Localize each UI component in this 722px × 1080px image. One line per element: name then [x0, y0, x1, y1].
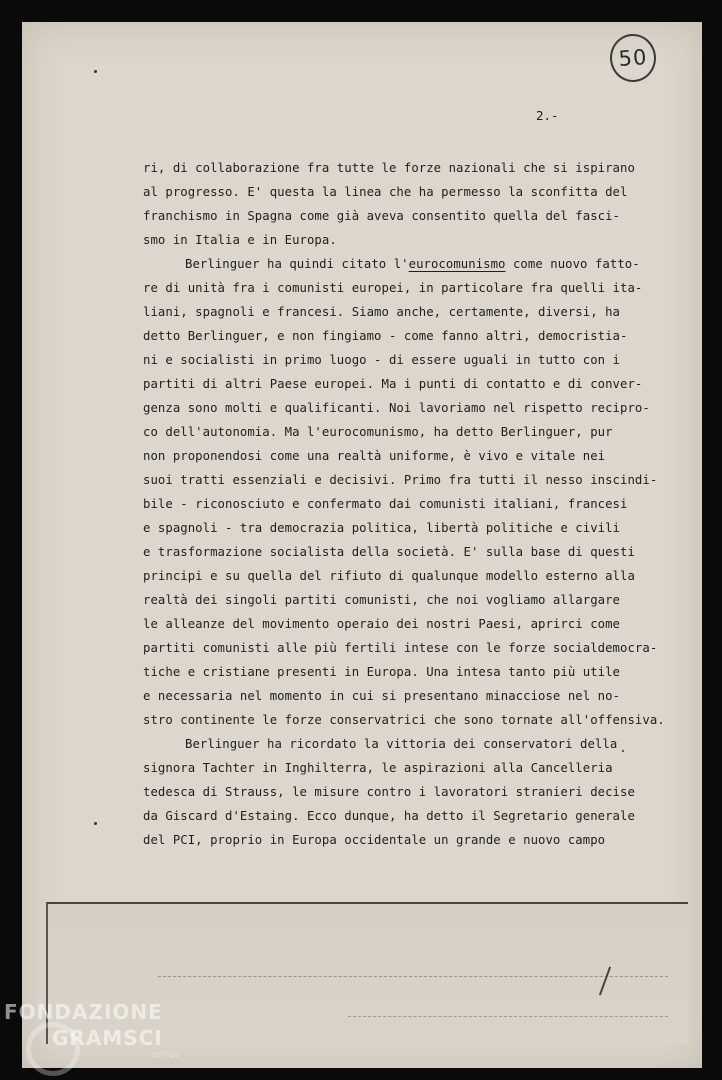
text-line: genza sono molti e qualificanti. Noi lavoriamo nel rispetto recipro- [143, 401, 650, 415]
text-line: stro continente le forze conservatrici che sono tornate all'offensiva. [143, 713, 665, 727]
watermark-line1: FONDAZIONE [4, 1000, 163, 1024]
text-line: tedesca di Strauss, le misure contro i lavoratori stranieri decise [143, 785, 635, 799]
text-line: bile - riconosciuto e confermato dai comunisti italiani, francesi [143, 497, 628, 511]
text-line: franchismo in Spagna come già aveva consentito quella del fasci- [143, 209, 621, 223]
paper-speck [94, 70, 97, 73]
text-line: Berlinguer ha ricordato la vittoria dei conservatori della [185, 737, 618, 751]
text-line: tiche e cristiane presenti in Europa. Una intesa tanto più utile [143, 665, 621, 679]
text-line: suoi tratti essenziali e decisivi. Primo fra tutti il nesso inscindi- [143, 473, 658, 487]
text-line: ni e socialisti in primo luogo - di essere uguali in tutto con i [143, 353, 621, 367]
watermark-line2: GRAMSCI [52, 1026, 163, 1050]
body-text [143, 156, 665, 852]
paper-speck [94, 822, 97, 825]
pencil-mark [599, 967, 611, 996]
text-line: partiti comunisti alle più fertili intese con le forze socialdemocra- [143, 641, 658, 655]
text-line: ri, di collaborazione fra tutte le forze nazionali che si ispirano [143, 161, 635, 175]
circled-page-number: 50 [608, 32, 657, 83]
paper-speck [622, 750, 624, 752]
text-line: non proponendosi come una realtà uniforme, è vivo e vitale nei [143, 449, 606, 463]
text-line: al progresso. E' questa la linea che ha permesso la sconfitta del [143, 185, 628, 199]
text-line: le alleanze del movimento operaio dei nostri Paesi, aprirci come [143, 617, 621, 631]
watermark-suffix: onlus [152, 1050, 182, 1060]
text-line: liani, spagnoli e francesi. Siamo anche, certamente, diversi, ha [143, 305, 621, 319]
text-line: signora Tachter in Inghilterra, le aspirazioni alla Cancelleria [143, 761, 613, 775]
fondazione-gramsci-watermark [4, 1000, 184, 1076]
text-line: Berlinguer ha quindi citato l'eurocomunismo come nuovo fatto- [185, 257, 640, 271]
text-line: partiti di altri Paese europei. Ma i punti di contatto e di conver- [143, 377, 643, 391]
sheet-number: 2.- [536, 108, 559, 123]
faint-rule [158, 976, 668, 978]
text-line: e necessaria nel momento in cui si presentano minacciose nel no- [143, 689, 621, 703]
text-line: e spagnoli - tra democrazia politica, libertà politiche e civili [143, 521, 621, 535]
text-line: co dell'autonomia. Ma l'eurocomunismo, ha detto Berlinguer, pur [143, 425, 613, 439]
text-line: da Giscard d'Estaing. Ecco dunque, ha detto il Segretario generale [143, 809, 635, 823]
text-line: del PCI, proprio in Europa occidentale un grande e nuovo campo [143, 833, 606, 847]
document-page [22, 22, 702, 1068]
text-line: e trasformazione socialista della società. E' sulla base di questi [143, 545, 635, 559]
text-line: smo in Italia e in Europa. [143, 233, 337, 247]
text-line: principi e su quella del rifiuto di qualunque modello esterno alla [143, 569, 635, 583]
text-line: re di unità fra i comunisti europei, in particolare fra quelli ita- [143, 281, 643, 295]
text-line: detto Berlinguer, e non fingiamo - come fanno altri, democristia- [143, 329, 628, 343]
text-line: realtà dei singoli partiti comunisti, che noi vogliamo allargare [143, 593, 621, 607]
faint-rule [348, 1016, 668, 1018]
